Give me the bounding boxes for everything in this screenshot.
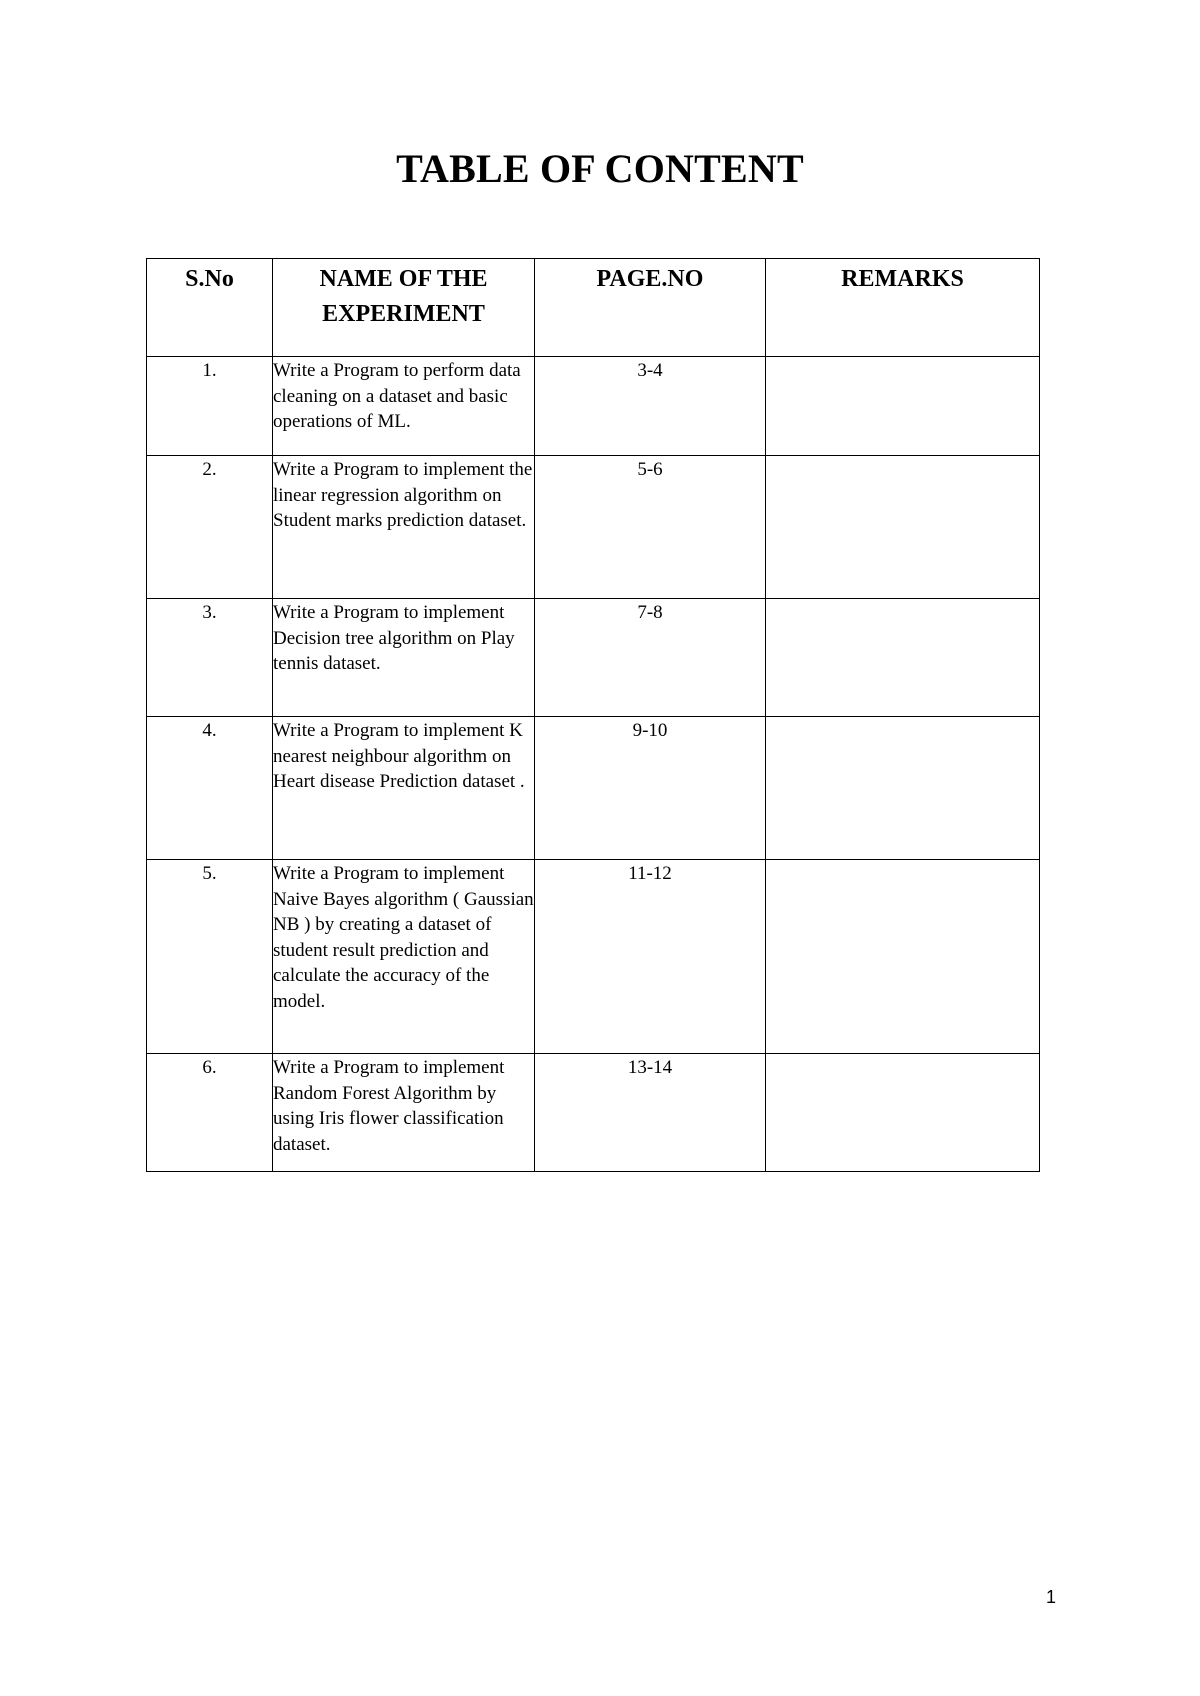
remarks-cell <box>766 860 1040 1054</box>
experiment-name-cell: Write a Program to implement K nearest neighbour algorithm on Heart disease Prediction dataset . <box>273 717 535 860</box>
remarks-cell <box>766 357 1040 456</box>
experiment-name-cell: Write a Program to implement Random Forest Algorithm by using Iris flower classification dataset. <box>273 1054 535 1172</box>
table-row <box>147 456 1040 599</box>
serial-number-cell: 3. <box>147 599 273 717</box>
serial-number-cell: 6. <box>147 1054 273 1172</box>
serial-number-cell: 4. <box>147 717 273 860</box>
serial-number-cell: 2. <box>147 456 273 599</box>
remarks-cell <box>766 717 1040 860</box>
remarks-cell <box>766 456 1040 599</box>
experiment-name-cell: Write a Program to implement Naive Bayes algorithm ( Gaussian NB ) by creating a dataset of student result prediction and calculate the accuracy of the model. <box>273 860 535 1054</box>
table-row <box>147 599 1040 717</box>
serial-number-cell: 5. <box>147 860 273 1054</box>
page-number: 1 <box>1046 1587 1057 1607</box>
header-experiment-name: NAME OF THE EXPERIMENT <box>273 259 535 357</box>
table-row <box>147 357 1040 456</box>
remarks-cell <box>766 1054 1040 1172</box>
header-page-no: PAGE.NO <box>535 259 766 357</box>
experiment-name-cell: Write a Program to implement Decision tree algorithm on Play tennis dataset. <box>273 599 535 717</box>
remarks-cell <box>766 599 1040 717</box>
header-remarks: REMARKS <box>766 259 1040 357</box>
page-title: TABLE OF CONTENT <box>396 146 804 191</box>
header-sno: S.No <box>147 259 273 357</box>
page-number-cell: 5-6 <box>535 456 766 599</box>
serial-number-cell: 1. <box>147 357 273 456</box>
page-number-cell: 11-12 <box>535 860 766 1054</box>
page-number-cell: 9-10 <box>535 717 766 860</box>
page-number-cell: 3-4 <box>535 357 766 456</box>
experiment-name-cell: Write a Program to implement the linear regression algorithm on Student marks prediction dataset. <box>273 456 535 599</box>
table-of-contents <box>146 258 1040 1172</box>
header-row <box>147 259 1040 357</box>
table-row <box>147 717 1040 860</box>
table-row <box>147 860 1040 1054</box>
page-number-cell: 13-14 <box>535 1054 766 1172</box>
table-row <box>147 1054 1040 1172</box>
page-number-cell: 7-8 <box>535 599 766 717</box>
experiment-name-cell: Write a Program to perform data cleaning on a dataset and basic operations of ML. <box>273 357 535 456</box>
